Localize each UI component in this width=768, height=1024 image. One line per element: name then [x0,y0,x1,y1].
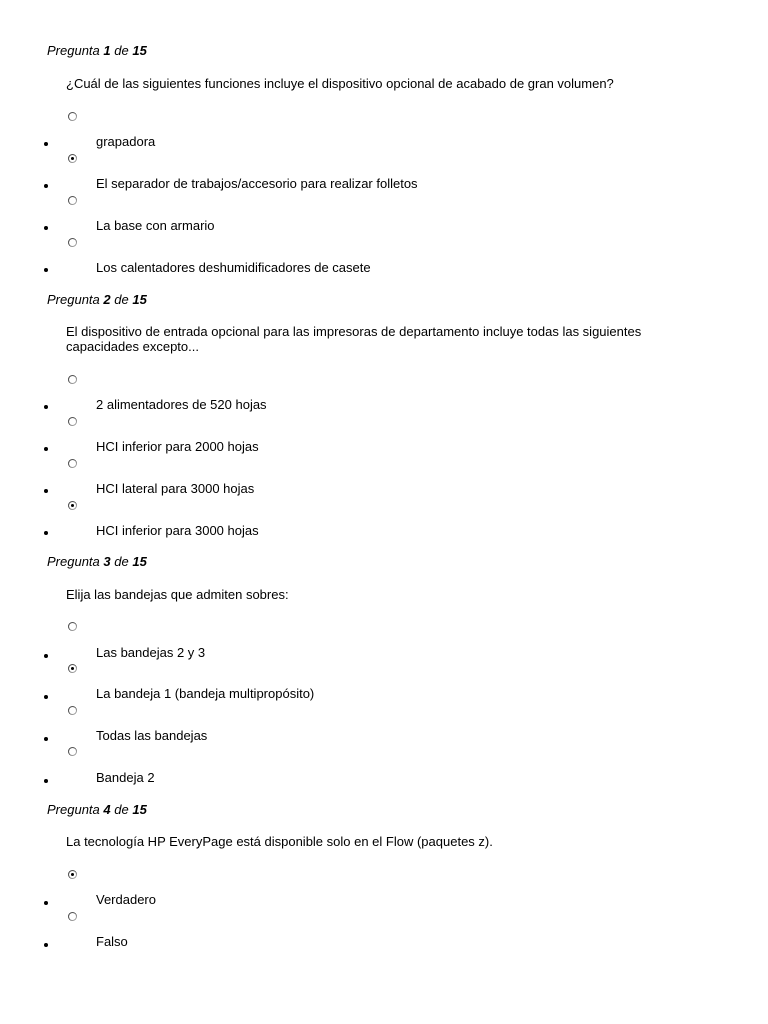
bullet-icon [44,447,48,451]
bullet-icon [44,226,48,230]
bullet-icon [44,695,48,699]
radio-button[interactable] [68,912,77,921]
option-label: 2 alimentadores de 520 hojas [96,397,267,412]
bullet-icon [44,184,48,188]
option-label: Las bandejas 2 y 3 [96,645,206,660]
option-label: El separador de trabajos/accesorio para realizar folletos [96,176,418,191]
radio-button[interactable] [68,154,77,163]
radio-button[interactable] [68,238,77,247]
option-label: La base con armario [96,218,215,233]
bullet-icon [44,405,48,409]
bullet-icon [44,943,48,947]
radio-button[interactable] [68,196,77,205]
option-label: Bandeja 2 [96,770,155,785]
option-label: Verdadero [96,892,156,907]
bullet-icon [44,142,48,146]
radio-button[interactable] [68,375,77,384]
bullet-icon [44,779,48,783]
option-label: HCI lateral para 3000 hojas [96,481,255,496]
radio-button[interactable] [68,870,77,879]
radio-button[interactable] [68,664,77,673]
question-text-2: El dispositivo de entrada opcional para las impresoras de departamento incluye todas las siguientes capacidades excepto... [66,324,642,354]
question-text-4: La tecnología HP EveryPage está disponible solo en el Flow (paquetes z). [66,834,493,849]
question-header-3: Pregunta 3 de 15 [47,554,147,569]
question-text-1: ¿Cuál de las siguientes funciones incluye el dispositivo opcional de acabado de gran volumen? [66,76,614,91]
bullet-icon [44,268,48,272]
radio-button[interactable] [68,501,77,510]
option-label: grapadora [96,134,156,149]
question-header-1: Pregunta 1 de 15 [47,43,147,58]
bullet-icon [44,654,48,658]
question-header-2: Pregunta 2 de 15 [47,292,147,307]
option-label: HCI inferior para 2000 hojas [96,439,259,454]
question-text-3: Elija las bandejas que admiten sobres: [66,587,289,602]
option-label: HCI inferior para 3000 hojas [96,523,259,538]
option-label: Los calentadores deshumidificadores de casete [96,260,371,275]
bullet-icon [44,489,48,493]
radio-button[interactable] [68,417,77,426]
radio-button[interactable] [68,706,77,715]
radio-button[interactable] [68,622,77,631]
option-label: Todas las bandejas [96,728,208,743]
bullet-icon [44,737,48,741]
bullet-icon [44,901,48,905]
option-label: La bandeja 1 (bandeja multipropósito) [96,686,315,701]
question-header-4: Pregunta 4 de 15 [47,802,147,817]
radio-button[interactable] [68,747,77,756]
option-label: Falso [96,934,128,949]
radio-button[interactable] [68,112,77,121]
radio-button[interactable] [68,459,77,468]
bullet-icon [44,531,48,535]
